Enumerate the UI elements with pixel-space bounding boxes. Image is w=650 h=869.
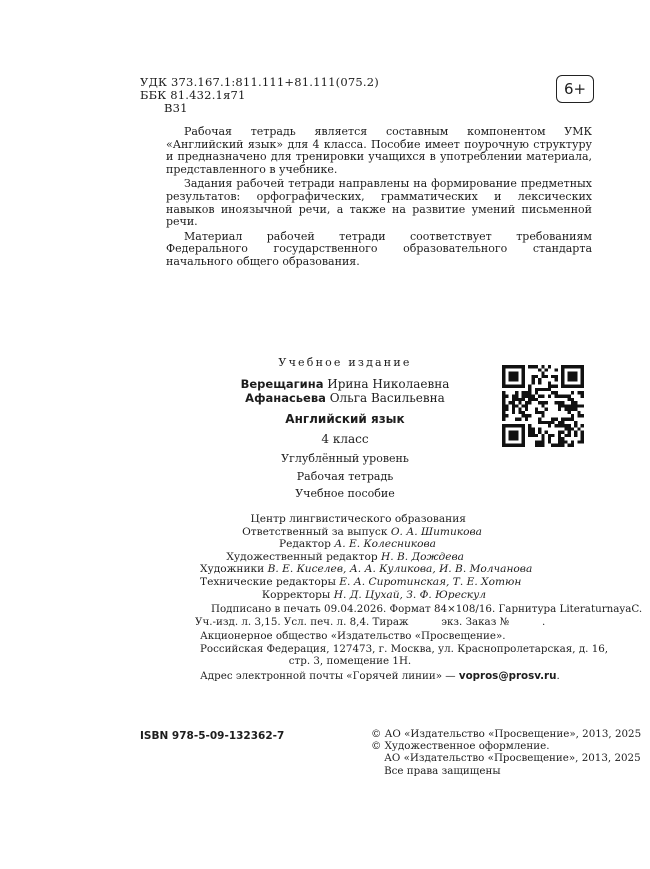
bbk-code: ББК 81.432.1я71 bbox=[140, 88, 246, 102]
copyright-line: Все права защищены bbox=[371, 764, 501, 777]
book-kind: Рабочая тетрадь bbox=[296, 470, 394, 483]
publisher-line: стр. 3, помещение 1Н. bbox=[288, 655, 412, 668]
age-rating-badge: 6+ bbox=[556, 75, 594, 103]
annotation-paragraph: Рабочая тетрадь является составным компонентом УМК «Английский язык» для 4 класса. Пособие имеет поурочную структуру и предназначено для тренировки учащихся в употреблении материала, представленного в учебнике. bbox=[166, 125, 592, 176]
publisher-line: Российская Федерация, 127473, г. Москва, ул. Краснопролетарская, д. 16, bbox=[200, 642, 609, 655]
edition-type: Учебное издание bbox=[278, 356, 412, 369]
credit-role: Редактор bbox=[279, 538, 335, 551]
qr-code-icon bbox=[502, 365, 584, 447]
author-name: Ирина Николаевна bbox=[327, 377, 450, 391]
annotation-paragraph: Материал рабочей тетради соответствует требованиям Федерального государственного образовательного стандарта начального общего образования. bbox=[166, 229, 592, 268]
credit-role: Ответственный за выпуск bbox=[242, 525, 391, 538]
author-surname: Афанасьева bbox=[245, 391, 326, 405]
print-info bbox=[195, 603, 643, 628]
hotline-email-link[interactable]: vopros@prosv.ru bbox=[458, 670, 557, 682]
author-surname: Верещагина bbox=[240, 377, 324, 391]
credit-role: Центр лингвистического образования bbox=[250, 513, 466, 525]
level: Углублённый уровень bbox=[281, 452, 409, 465]
credit-names: Н. В. Дождева bbox=[381, 550, 464, 563]
copyright-line: АО «Издательство «Просвещение», 2013, 2025 bbox=[371, 752, 641, 765]
author-line bbox=[210, 377, 480, 391]
credit-role: Художественный редактор bbox=[226, 550, 381, 563]
hotline-end: . bbox=[556, 670, 560, 682]
staff-credits bbox=[200, 513, 533, 601]
credit-names: Н. Д. Цухай, З. Ф. Юрескул bbox=[333, 588, 486, 601]
credit-names: О. А. Шитикова bbox=[390, 525, 482, 538]
publisher-info bbox=[200, 630, 609, 668]
copyright-line: © АО «Издательство «Просвещение», 2013, 2025 bbox=[371, 728, 642, 740]
credit-line bbox=[200, 576, 520, 589]
print-info-line: Уч.-изд. л. 3,15. Усл. печ. л. 8,4. Тираж экз. Заказ № . bbox=[195, 615, 546, 628]
credit-names: А. Е. Колесникова bbox=[334, 538, 436, 551]
book-title: Английский язык bbox=[285, 412, 405, 426]
grade: 4 класс bbox=[321, 432, 369, 446]
credit-line bbox=[200, 526, 520, 539]
credit-names: Е. А. Сиротинская, Т. Е. Хотюн bbox=[339, 575, 522, 588]
publisher-line: Акционерное общество «Издательство «Просвещение». bbox=[200, 630, 506, 642]
bibliographic-codes bbox=[140, 76, 379, 115]
credit-role: Технические редакторы bbox=[200, 575, 340, 588]
credit-line bbox=[200, 551, 520, 564]
annotation bbox=[166, 126, 592, 271]
credit-line bbox=[200, 513, 520, 526]
credit-role: Корректоры bbox=[261, 588, 334, 601]
annotation-paragraph: Задания рабочей тетради направлены на формирование предметных результатов: орфографических, грамматических и лексических навыков иноязычной речи, а также на развитие умений письменной речи. bbox=[166, 177, 592, 229]
credit-line bbox=[200, 538, 520, 551]
credit-line bbox=[200, 589, 520, 602]
author-mark: В31 bbox=[164, 101, 188, 115]
hotline-label: Адрес электронной почты «Горячей линии» — bbox=[200, 670, 459, 682]
credit-role: Художники bbox=[200, 563, 268, 576]
author-name: Ольга Васильевна bbox=[329, 391, 445, 405]
credit-line bbox=[200, 563, 533, 576]
hotline-email bbox=[200, 670, 560, 683]
book-purpose: Учебное пособие bbox=[295, 487, 395, 500]
credit-names: В. Е. Киселев, А. А. Куликова, И. В. Молчанова bbox=[267, 563, 533, 576]
isbn: ISBN 978-5-09-132362-7 bbox=[140, 730, 285, 742]
print-info-line: Подписано в печать 09.04.2026. Формат 84×108/16. Гарнитура LiteraturnayaC. bbox=[211, 603, 643, 615]
copyright-line: © Художественное оформление. bbox=[371, 740, 550, 753]
author-line bbox=[210, 391, 480, 405]
copyright bbox=[371, 728, 641, 777]
udk-code: УДК 373.167.1:811.111+81.111(075.2) bbox=[140, 75, 379, 89]
